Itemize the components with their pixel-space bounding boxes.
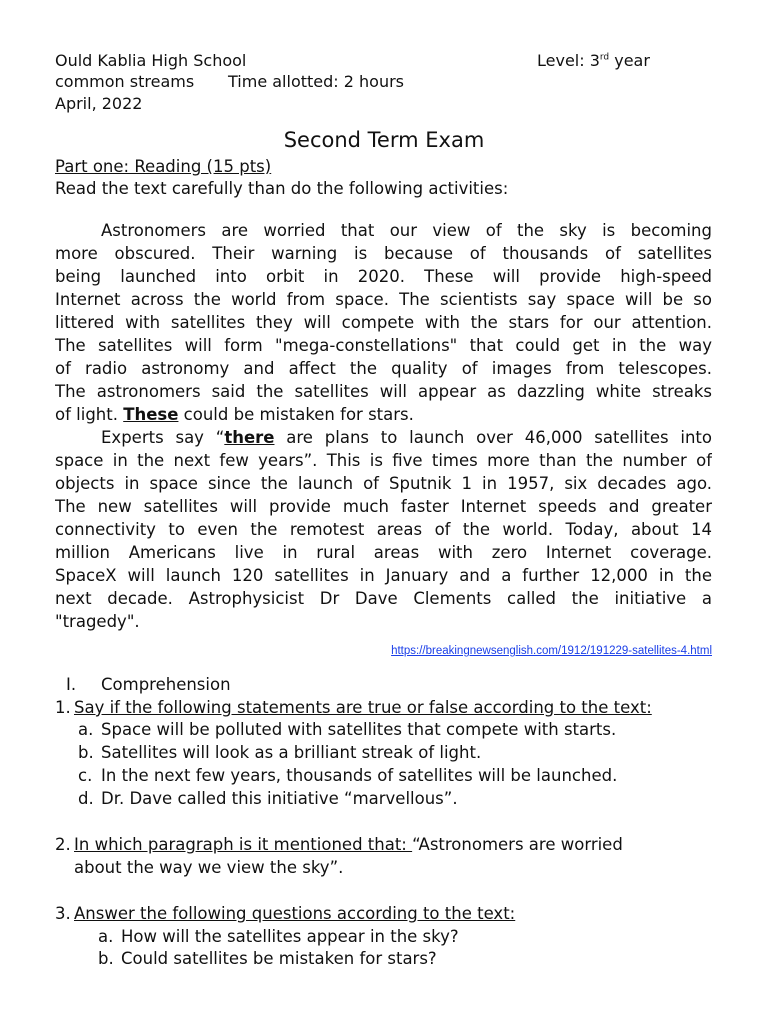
paragraph-1-last-line xyxy=(55,403,712,426)
paragraph-1-line: Internet across the world from space. The scientists say space will be so xyxy=(55,290,712,309)
question-2-quote: “Astronomers are worried xyxy=(412,835,623,854)
level-prefix: Level: 3 xyxy=(537,51,600,70)
paragraph-1-line: being launched into orbit in 2020. These will provide high-speed xyxy=(55,267,712,286)
paragraph-2-first-line xyxy=(55,426,712,449)
level-superscript: rd xyxy=(599,52,610,63)
paragraph-1-line: more obscured. Their warning is because of thousands of satellites xyxy=(55,244,712,263)
q1-item-letter: b. xyxy=(78,743,94,762)
time-allotted: Time allotted: 2 hours xyxy=(228,72,404,91)
question-3-number: 3. xyxy=(55,904,71,923)
paragraph-2-line: SpaceX will launch 120 satellites in January and a further 12,000 in the xyxy=(55,566,712,585)
q3-item-text: Could satellites be mistaken for stars? xyxy=(121,949,437,968)
paragraph-1-line: The satellites will form "mega-constellations" that could get in the way xyxy=(55,336,712,355)
section-title: Comprehension xyxy=(101,675,231,694)
q1-item-text: In the next few years, thousands of satellites will be launched. xyxy=(101,766,618,785)
q1-item-letter: a. xyxy=(78,720,94,739)
paragraph-2-last-line: "tragedy". xyxy=(55,612,140,631)
paragraph-1-line: littered with satellites they will compete with the stars for our attention. xyxy=(55,313,712,332)
question-3-prompt: Answer the following questions according to the text: xyxy=(74,904,516,923)
paragraph-2-line: next decade. Astrophysicist Dr Dave Clements called the initiative a xyxy=(55,589,712,608)
q3-item-letter: a. xyxy=(98,927,114,946)
text-fragment: Experts say “ xyxy=(101,428,225,447)
question-2-quote-continued: about the way we view the sky”. xyxy=(74,858,344,877)
question-1-prompt: Say if the following statements are true or false according to the text: xyxy=(74,698,652,717)
paragraph-2-line: million Americans live in rural areas with zero Internet coverage. xyxy=(55,543,712,562)
paragraph-1-line: Astronomers are worried that our view of the sky is becoming xyxy=(101,221,712,240)
source-link[interactable]: https://breakingnewsenglish.com/1912/191229-satellites-4.html xyxy=(391,645,712,657)
text-fragment: could be mistaken for stars. xyxy=(178,405,414,424)
question-2-line-1 xyxy=(74,833,623,856)
q1-item-letter: d. xyxy=(78,789,94,808)
paragraph-2-line: space in the next few years”. This is five times more than the number of xyxy=(55,451,712,470)
text-fragment: are plans to launch over 46,000 satellites into xyxy=(274,428,712,447)
question-1-number: 1. xyxy=(55,698,71,717)
paragraph-2-line: connectivity to even the remotest areas of the world. Today, about 14 xyxy=(55,520,712,539)
q1-item-text: Dr. Dave called this initiative “marvellous”. xyxy=(101,789,458,808)
level-label xyxy=(537,50,650,71)
reading-instruction: Read the text carefully than do the following activities: xyxy=(55,179,509,198)
text-fragment: of light. xyxy=(55,405,124,424)
question-2-prompt: In which paragraph is it mentioned that: xyxy=(74,835,413,854)
q1-item-letter: c. xyxy=(78,766,93,785)
highlighted-word-there: there xyxy=(224,428,275,447)
paragraph-2-line: The new satellites will provide much faster Internet speeds and greater xyxy=(55,497,712,516)
streams-label: common streams xyxy=(55,72,195,91)
paragraph-1 xyxy=(55,219,712,426)
highlighted-word-these: These xyxy=(123,405,179,424)
question-2-number: 2. xyxy=(55,835,71,854)
q3-item-letter: b. xyxy=(98,949,114,968)
paragraph-2-line: objects in space since the launch of Sputnik 1 in 1957, six decades ago. xyxy=(55,474,712,493)
paragraph-2 xyxy=(55,426,712,633)
paragraph-1-line: of radio astronomy and affect the quality of images from telescopes. xyxy=(55,359,712,378)
section-numeral: I. xyxy=(66,675,77,694)
exam-title: Second Term Exam xyxy=(283,128,485,152)
part-one-heading: Part one: Reading (15 pts) xyxy=(55,157,272,176)
level-suffix: year xyxy=(609,51,650,70)
paragraph-1-line: The astronomers said the satellites will appear as dazzling white streaks xyxy=(55,382,712,401)
q1-item-text: Satellites will look as a brilliant streak of light. xyxy=(101,743,482,762)
exam-date: April, 2022 xyxy=(55,94,143,113)
q3-item-text: How will the satellites appear in the sky? xyxy=(121,927,459,946)
school-name: Ould Kablia High School xyxy=(55,51,247,70)
q1-item-text: Space will be polluted with satellites that compete with starts. xyxy=(101,720,617,739)
